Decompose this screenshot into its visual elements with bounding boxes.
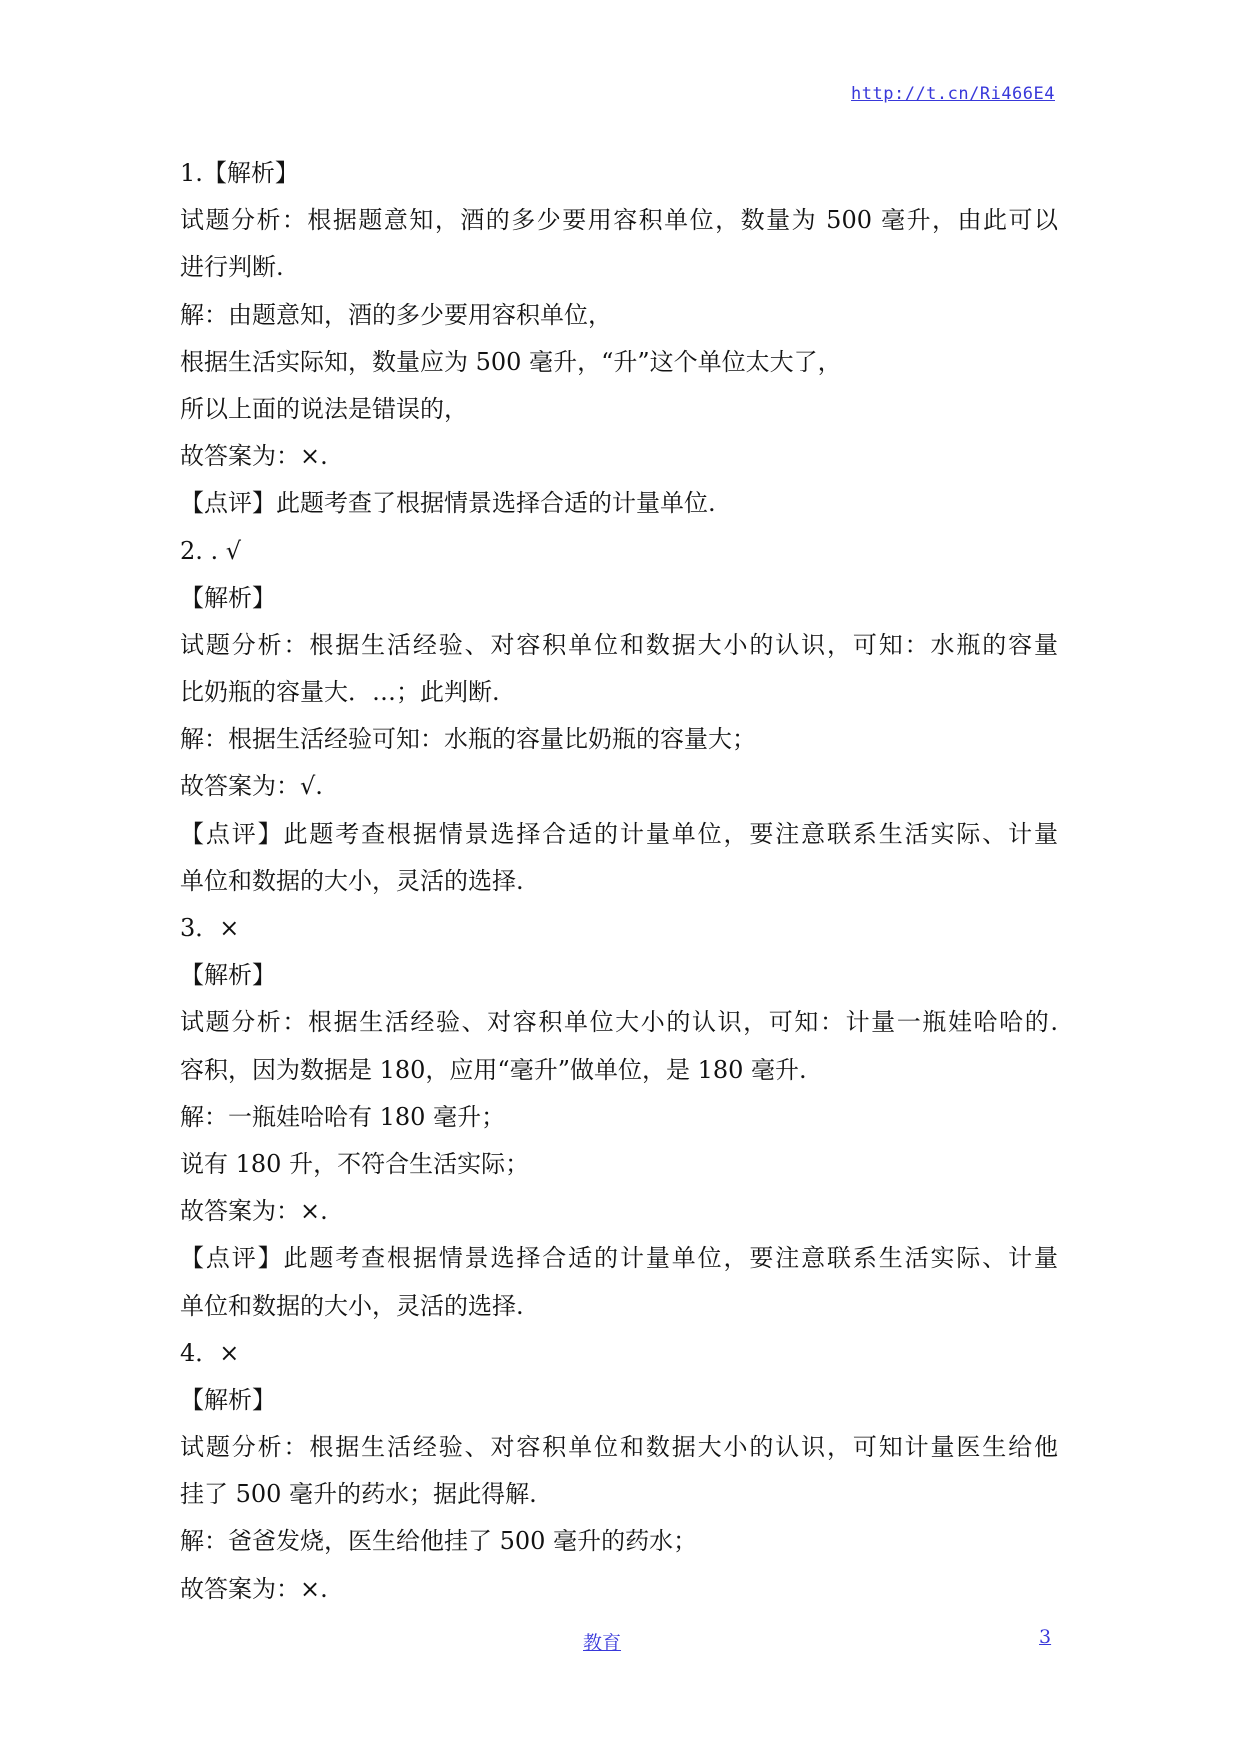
text-line: 故答案为：√. — [180, 772, 323, 801]
text-line: 解：根据生活经验可知：水瓶的容量比奶瓶的容量大； — [180, 725, 756, 754]
text-line: 试题分析：根据生活经验、对容积单位和数据大小的认识，可知计量医生给他 — [180, 1433, 1058, 1462]
text-line: 4．× — [180, 1338, 240, 1367]
text-line: 故答案为：×. — [180, 1197, 328, 1226]
footer-site-link[interactable]: 教育 — [583, 1632, 622, 1654]
text-line: 【解析】 — [180, 1385, 276, 1414]
text-line: 进行判断. — [180, 253, 284, 282]
text-line: 试题分析：根据生活经验、对容积单位和数据大小的认识，可知：水瓶的容量 — [180, 630, 1058, 659]
document-body — [180, 150, 1058, 1613]
text-line: 故答案为：×. — [180, 1574, 328, 1603]
text-line: 【点评】此题考查根据情景选择合适的计量单位，要注意联系生活实际、计量 — [180, 819, 1058, 848]
text-line: 试题分析：根据题意知，酒的多少要用容积单位，数量为 500 毫升，由此可以 — [180, 206, 1058, 235]
text-line: 【点评】此题考查了根据情景选择合适的计量单位. — [180, 489, 716, 518]
text-line: 说有 180 升，不符合生活实际； — [180, 1149, 530, 1178]
text-line: 【解析】 — [180, 961, 276, 990]
text-line: 试题分析：根据生活经验、对容积单位大小的认识，可知：计量一瓶娃哈哈的. — [180, 1008, 1058, 1037]
text-line: 单位和数据的大小，灵活的选择. — [180, 866, 524, 895]
text-line: 解：由题意知，酒的多少要用容积单位， — [180, 300, 612, 329]
text-line: 【点评】此题考查根据情景选择合适的计量单位，要注意联系生活实际、计量 — [180, 1244, 1058, 1273]
text-line: 3．× — [180, 914, 240, 942]
text-line: 解：爸爸发烧，医生给他挂了 500 毫升的药水； — [180, 1527, 698, 1556]
text-line: 单位和数据的大小，灵活的选择. — [180, 1291, 524, 1320]
page-number[interactable]: 3 — [1039, 1626, 1052, 1648]
text-line: 比奶瓶的容量大．…；此判断. — [180, 678, 500, 707]
text-line: 1.【解析】 — [180, 159, 299, 187]
text-line: 挂了 500 毫升的药水；据此得解. — [180, 1480, 537, 1509]
text-line: 【解析】 — [180, 583, 276, 612]
text-line: 所以上面的说法是错误的， — [180, 394, 468, 423]
text-line: 2. . √ — [180, 536, 242, 565]
text-line: 根据生活实际知，数量应为 500 毫升，“升”这个单位太大了， — [180, 347, 842, 376]
text-line: 故答案为：×. — [180, 442, 328, 471]
header-url-link[interactable]: http://t.cn/Ri466E4 — [851, 84, 1055, 104]
text-line: 解：一瓶娃哈哈有 180 毫升； — [180, 1102, 506, 1131]
text-line: 容积，因为数据是 180，应用“毫升”做单位，是 180 毫升. — [180, 1055, 807, 1084]
